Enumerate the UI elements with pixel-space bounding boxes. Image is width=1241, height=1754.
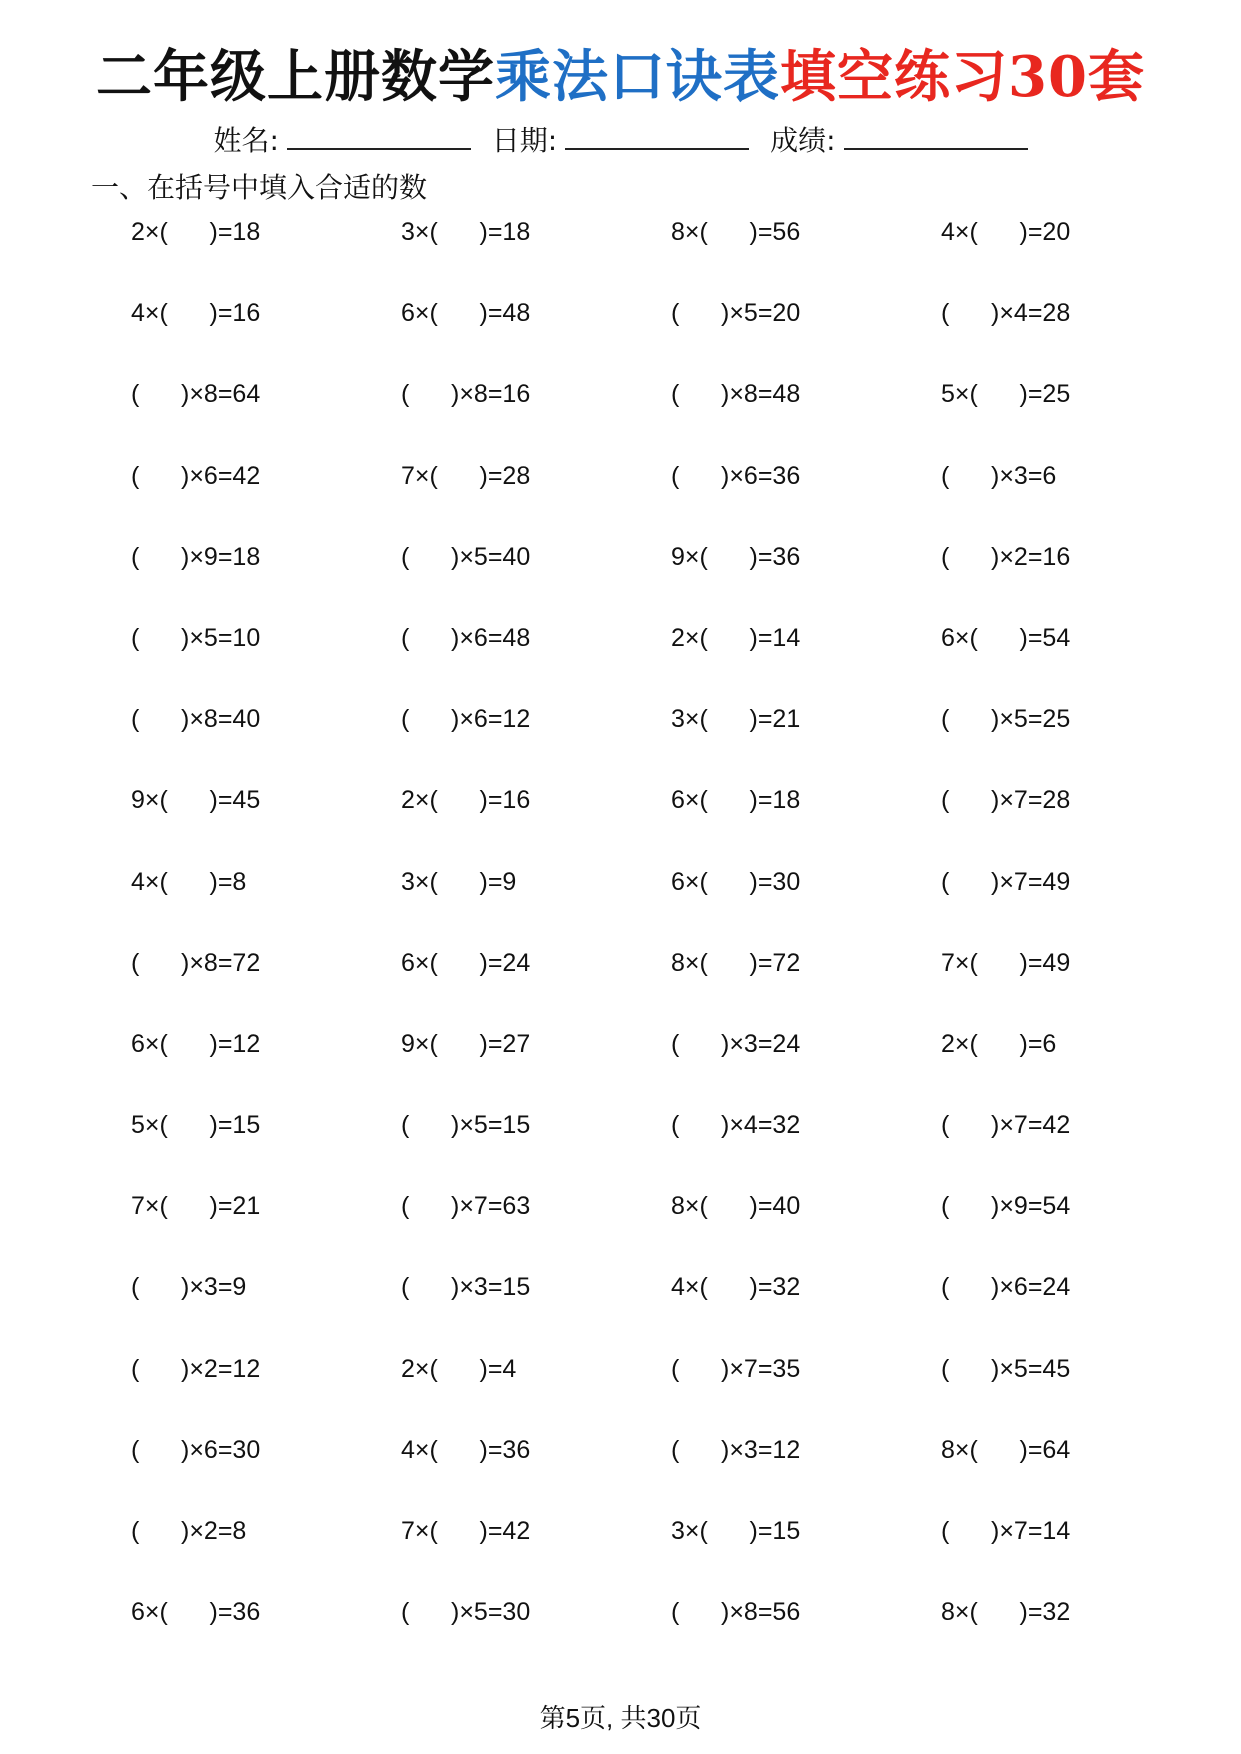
title-part-grade: 二年级上册数学: [96, 44, 496, 110]
problem-item: 4×( )=32: [671, 1273, 801, 1302]
problem-item: ( )×9=54: [941, 1192, 1071, 1221]
problem-item: 5×( )=15: [131, 1111, 261, 1140]
problem-row: [0, 862, 1241, 943]
problem-item: 3×( )=18: [401, 218, 531, 246]
name-label: 姓名:: [213, 124, 279, 157]
problem-item: ( )×8=56: [671, 1598, 801, 1627]
problem-item: 5×( )=25: [941, 380, 1071, 409]
problem-item: 6×( )=18: [671, 786, 801, 815]
title-part-fill-blank-practice: 填空练习30套: [780, 44, 1145, 110]
problem-item: ( )×7=49: [941, 867, 1071, 896]
problem-item: ( )×5=25: [941, 705, 1071, 734]
title-part-multiplication-table: 乘法口诀表: [495, 44, 781, 110]
problem-row: [0, 780, 1241, 861]
problem-item: 9×( )=27: [401, 1029, 531, 1058]
problem-item: 2×( )=4: [401, 1354, 517, 1383]
problem-item: 8×( )=64: [941, 1435, 1071, 1464]
problem-item: ( )×6=48: [401, 623, 531, 652]
problem-row: [0, 1186, 1241, 1267]
problem-item: 2×( )=16: [401, 786, 531, 815]
problem-item: 3×( )=15: [671, 1517, 801, 1545]
problem-item: ( )×6=12: [401, 705, 531, 734]
problem-item: 6×( )=36: [131, 1598, 261, 1627]
section-heading: 一、在括号中填入合适的数: [91, 171, 428, 204]
problem-item: ( )×4=32: [671, 1111, 801, 1140]
problem-row: [0, 293, 1241, 374]
problem-item: 7×( )=42: [401, 1517, 531, 1545]
date-blank-line: [565, 120, 749, 150]
worksheet-title: [0, 42, 1241, 112]
problem-row: [0, 537, 1241, 618]
problem-item: 8×( )=40: [671, 1192, 801, 1221]
problem-item: ( )×5=40: [401, 542, 531, 571]
page-number: 第5页, 共30页: [539, 1703, 702, 1733]
problem-row: [0, 1349, 1241, 1430]
problem-item: ( )×8=64: [131, 380, 261, 409]
problem-item: 7×( )=21: [131, 1192, 261, 1221]
name-blank-line: [287, 120, 471, 150]
problem-item: ( )×4=28: [941, 299, 1071, 328]
problem-item: ( )×3=24: [671, 1029, 801, 1058]
problem-item: ( )×2=12: [131, 1354, 261, 1383]
problem-item: 6×( )=12: [131, 1029, 261, 1058]
problem-item: 8×( )=72: [671, 948, 801, 977]
problem-row: [0, 618, 1241, 699]
problem-item: ( )×2=16: [941, 542, 1071, 571]
score-blank-line: [844, 120, 1028, 150]
problem-item: 2×( )=6: [941, 1029, 1057, 1058]
problem-item: ( )×2=8: [131, 1517, 247, 1545]
problem-item: ( )×6=24: [941, 1273, 1071, 1302]
problem-item: 3×( )=21: [671, 705, 801, 734]
problem-item: 4×( )=8: [131, 867, 247, 896]
date-field: [492, 120, 749, 161]
problem-item: ( )×7=28: [941, 786, 1071, 815]
problem-item: ( )×8=72: [131, 948, 261, 977]
problem-item: 2×( )=14: [671, 623, 801, 652]
problem-row: [0, 1430, 1241, 1511]
problem-item: ( )×5=15: [401, 1111, 531, 1140]
problem-item: 7×( )=49: [941, 948, 1071, 977]
date-label: 日期:: [491, 124, 558, 157]
problem-row: [0, 456, 1241, 537]
problem-item: 6×( )=48: [401, 299, 531, 328]
problem-item: 7×( )=28: [401, 461, 531, 490]
problem-item: 9×( )=36: [671, 542, 801, 571]
problem-item: 4×( )=36: [401, 1435, 531, 1464]
problem-item: 8×( )=32: [941, 1598, 1071, 1627]
problem-item: ( )×3=15: [401, 1273, 531, 1302]
problem-item: ( )×8=40: [131, 705, 261, 734]
problem-item: 2×( )=18: [131, 218, 261, 246]
problem-row: [0, 1267, 1241, 1348]
problem-item: ( )×8=48: [671, 380, 801, 409]
problem-row: [0, 374, 1241, 455]
problem-item: ( )×5=45: [941, 1354, 1071, 1383]
problem-item: ( )×6=36: [671, 461, 801, 490]
problem-item: ( )×7=42: [941, 1111, 1071, 1140]
problem-item: ( )×7=35: [671, 1354, 801, 1383]
problem-item: 8×( )=56: [671, 218, 801, 246]
problem-grid: [0, 212, 1241, 1673]
problem-item: 4×( )=16: [131, 299, 261, 328]
student-info-bar: [0, 120, 1241, 161]
problem-item: ( )×6=30: [131, 1435, 261, 1464]
problem-item: ( )×3=12: [671, 1435, 801, 1464]
problem-row: [0, 943, 1241, 1024]
problem-row: [0, 1024, 1241, 1105]
problem-row: [0, 699, 1241, 780]
problem-item: 6×( )=54: [941, 623, 1071, 652]
problem-item: 3×( )=9: [401, 867, 517, 896]
problem-item: ( )×7=14: [941, 1517, 1071, 1545]
problem-item: ( )×9=18: [131, 542, 261, 571]
score-field: [770, 120, 1027, 161]
score-label: 成绩:: [770, 124, 836, 157]
problem-item: ( )×7=63: [401, 1192, 531, 1221]
problem-item: ( )×5=10: [131, 623, 261, 652]
problem-row: [0, 1592, 1241, 1673]
problem-row: [0, 1105, 1241, 1186]
problem-item: ( )×5=20: [671, 299, 801, 328]
problem-item: 4×( )=20: [941, 218, 1071, 246]
problem-item: ( )×8=16: [401, 380, 531, 409]
problem-item: 9×( )=45: [131, 786, 261, 815]
name-field: [213, 120, 470, 161]
problem-row: [0, 1511, 1241, 1592]
problem-item: ( )×3=9: [131, 1273, 247, 1302]
problem-item: ( )×6=42: [131, 461, 261, 490]
problem-item: 6×( )=30: [671, 867, 801, 896]
problem-row: [0, 212, 1241, 293]
problem-item: ( )×5=30: [401, 1598, 531, 1627]
problem-item: 6×( )=24: [401, 948, 531, 977]
problem-item: ( )×3=6: [941, 461, 1057, 490]
